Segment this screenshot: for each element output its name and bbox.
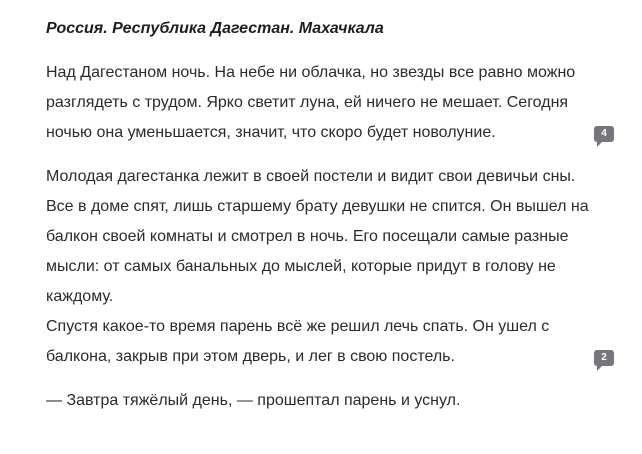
comment-count-badge[interactable]: 2 [594, 350, 614, 366]
paragraph-2-text: Молодая дагестанка лежит в своей постели и видит свои девичьи сны. Все в доме спят, лишь старшему брату девушки не спится. Он вышел на балкон своей комнаты и смотрел в ночь. Его посещали самые разные мысли: от самых банальных до мыслей, которые придут в голову не каждому. [46, 168, 589, 305]
comment-count-badge[interactable]: 4 [594, 126, 614, 142]
paragraph-2 [46, 162, 591, 312]
paragraph-4 [46, 386, 591, 416]
chapter-content [46, 14, 607, 430]
paragraph-1 [46, 58, 607, 148]
paragraph-1-text: Над Дагестаном ночь. На небе ни облачка, но звезды все равно можно разглядеть с трудом. Ярко светит луна, ей ничего не мешает. Сегодня ночью она уменьшается, значит, что скоро будет новолуние. [46, 64, 576, 141]
paragraph-4-text: — Завтра тяжёлый день, — прошептал парень и уснул. [46, 392, 461, 409]
paragraph-3-text: Спустя какое-то время парень всё же решил лечь спать. Он ушел с балкона, закрыв при этом дверь, и лег в свою постель. [46, 318, 550, 365]
chapter-heading: Россия. Республика Дагестан. Махачкала [46, 20, 384, 37]
paragraph-3 [46, 312, 607, 372]
